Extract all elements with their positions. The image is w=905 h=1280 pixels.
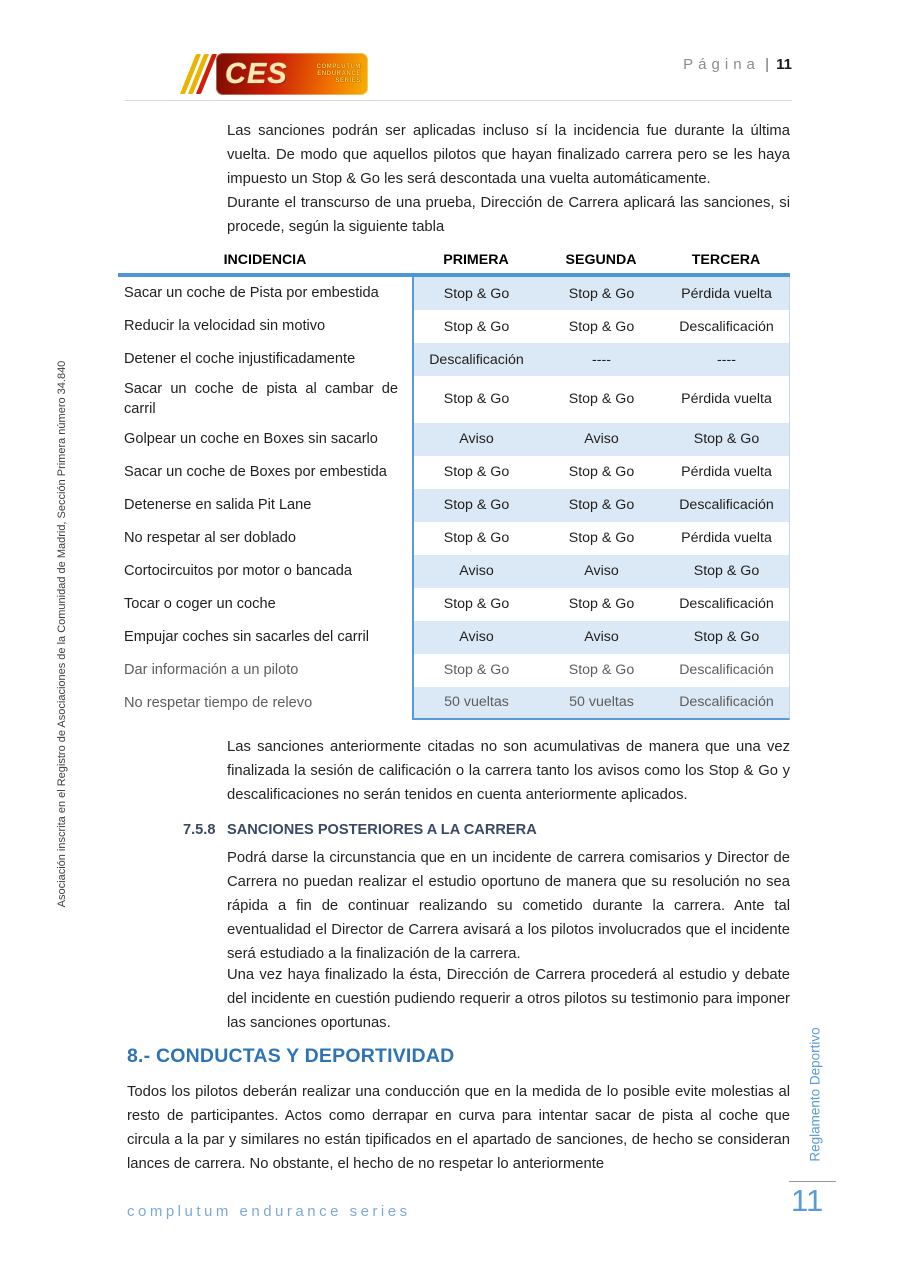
cell-penalty: Pérdida vuelta <box>681 391 772 408</box>
paragraph: Las sanciones podrán ser aplicadas incluso sí la incidencia fue durante la última vuelta. De modo que aquellos pilotos que hayan finalizado carrera pero se les haya impuesto un Stop & Go les será descontada una vuelta automáticamente. <box>227 123 790 187</box>
cell-penalty: Aviso <box>584 431 619 448</box>
cell-incidencia: Sacar un coche de Boxes por embestida <box>124 464 387 481</box>
cell-penalty: Descalificación <box>679 694 774 711</box>
cell-incidencia: No respetar tiempo de relevo <box>124 695 313 712</box>
table-row <box>118 621 790 654</box>
penalty-cells <box>412 343 790 376</box>
section-8-paragraph <box>127 1080 790 1176</box>
cell-penalty: Aviso <box>459 563 494 580</box>
table-row <box>118 654 790 687</box>
section-title: SANCIONES POSTERIORES A LA CARRERA <box>227 822 537 838</box>
logo-subtext-line: SERIES <box>335 77 361 84</box>
cell-penalty: Aviso <box>584 629 619 646</box>
cell-penalty: Stop & Go <box>568 596 635 613</box>
table-row <box>118 376 790 423</box>
footer-page-divider <box>789 1181 836 1182</box>
column-header-primera: PRIMERA <box>412 252 540 277</box>
table-header-row <box>118 252 790 277</box>
penalty-cells <box>412 621 790 654</box>
right-margin-section-text: Reglamento Deportivo <box>807 1027 823 1162</box>
header-page-number <box>560 56 792 73</box>
cell-penalty: Pérdida vuelta <box>681 530 772 547</box>
left-margin-registration-text: Asociación inscrita en el Registro de Asociaciones de la Comunidad de Madrid, Sección Primera número 34.840 <box>56 360 68 908</box>
cell-penalty: Stop & Go <box>443 530 510 547</box>
table-row <box>118 310 790 343</box>
ces-logo <box>188 52 368 96</box>
penalty-cells <box>412 423 790 456</box>
section-number: 7.5.8 <box>183 822 216 838</box>
cell-penalty: Stop & Go <box>443 318 510 335</box>
penalty-cells <box>412 456 790 489</box>
cell-penalty: Stop & Go <box>568 318 635 335</box>
cell-incidencia: Reducir la velocidad sin motivo <box>124 318 326 335</box>
footer-page-number: 11 <box>791 1183 824 1218</box>
cell-penalty: Stop & Go <box>693 563 760 580</box>
cell-incidencia: Golpear un coche en Boxes sin sacarlo <box>124 431 378 448</box>
cell-penalty: Stop & Go <box>443 464 510 481</box>
column-header-tercera: TERCERA <box>662 252 790 277</box>
cell-penalty: Descalificación <box>429 351 524 368</box>
cell-penalty: Stop & Go <box>693 629 760 646</box>
table-body <box>118 277 790 720</box>
logo-subtext-line: COMPLUTUM <box>316 63 361 70</box>
cell-penalty: Pérdida vuelta <box>681 464 772 481</box>
cell-penalty: Aviso <box>459 629 494 646</box>
table-row <box>118 489 790 522</box>
table-row <box>118 277 790 310</box>
table-row <box>118 687 790 720</box>
paragraph: Todos los pilotos deberán realizar una conducción que en la medida de lo posible evite molestias al resto de participantes. Actos como derrapar en curva para intentar sacar de pista al coche que circula a la par y similares no están tipificados en el apartado de sanciones, de hecho se consideran lances de carrera. No obstante, el hecho de no respetar lo anteriormente <box>127 1084 790 1172</box>
section-758-paragraph-2 <box>227 963 790 1035</box>
table-row <box>118 555 790 588</box>
paragraph: Las sanciones anteriormente citadas no son acumulativas de manera que una vez finalizada la sesión de calificación o la carrera tanto los avisos como los Stop & Go y descalificaciones no serán tenidos en cuenta anteriormente aplicados. <box>227 739 790 803</box>
penalty-cells <box>412 310 790 343</box>
cell-penalty: Stop & Go <box>568 662 635 679</box>
cell-penalty: Stop & Go <box>443 596 510 613</box>
table-row <box>118 423 790 456</box>
penalty-cells <box>412 588 790 621</box>
paragraph: Podrá darse la circunstancia que en un incidente de carrera comisarios y Director de Carrera no puedan realizar el estudio oportuno de manera que su resolución no sea rápida a fin de continuar realizando su cometido durante la carrera. Ante tal eventualidad el Director de Carrera avisará a los pilotos involucrados que el incidente será estudiado a la finalización de la carrera. <box>227 850 790 962</box>
cell-penalty: Stop & Go <box>568 530 635 547</box>
page-separator: | <box>765 56 769 73</box>
table-row <box>118 522 790 555</box>
section-758-paragraph-1 <box>227 846 790 966</box>
intro-paragraphs <box>227 119 790 239</box>
cell-incidencia: Sacar un coche de Pista por embestida <box>124 285 379 302</box>
accumulation-paragraph <box>227 735 790 807</box>
penalty-cells <box>412 376 790 423</box>
cell-penalty: ---- <box>592 351 611 368</box>
cell-incidencia: Dar información a un piloto <box>124 662 299 679</box>
penalty-cells <box>412 489 790 522</box>
page-word: Página <box>683 56 760 73</box>
cell-penalty: Aviso <box>459 431 494 448</box>
cell-penalty: Pérdida vuelta <box>681 285 772 302</box>
column-header-incidencia: INCIDENCIA <box>118 252 412 277</box>
footer-brand-text: complutum endurance series <box>127 1203 411 1220</box>
logo-stripes-icon <box>188 54 212 94</box>
table-row <box>118 588 790 621</box>
cell-penalty: Descalificación <box>679 497 774 514</box>
cell-incidencia: Empujar coches sin sacarles del carril <box>124 629 369 646</box>
cell-penalty: Descalificación <box>679 596 774 613</box>
cell-penalty: Stop & Go <box>568 464 635 481</box>
table-row <box>118 456 790 489</box>
sanctions-table <box>118 252 790 720</box>
paragraph: Una vez haya finalizado la ésta, Dirección de Carrera procederá al estudio y debate del incidente en cuestión pudiendo requerir a otros pilotos su testimonio para imponer las sanciones oportunas. <box>227 967 790 1031</box>
section-758-heading <box>183 822 790 838</box>
cell-incidencia: Cortocircuitos por motor o bancada <box>124 563 352 580</box>
logo-badge <box>216 53 368 95</box>
cell-penalty: 50 vueltas <box>444 694 509 711</box>
cell-penalty: Stop & Go <box>568 285 635 302</box>
page-number-value: 11 <box>776 56 792 73</box>
cell-penalty: Stop & Go <box>568 497 635 514</box>
cell-incidencia: No respetar al ser doblado <box>124 530 296 547</box>
cell-penalty: Stop & Go <box>443 497 510 514</box>
cell-penalty: Stop & Go <box>568 391 635 408</box>
cell-penalty: Descalificación <box>679 318 774 335</box>
penalty-cells <box>412 277 790 310</box>
section-8-heading: 8.- CONDUCTAS Y DEPORTIVIDAD <box>127 1045 455 1067</box>
penalty-cells <box>412 555 790 588</box>
logo-subtext <box>317 64 361 85</box>
cell-penalty: 50 vueltas <box>569 694 634 711</box>
cell-penalty: Stop & Go <box>443 391 510 408</box>
cell-penalty: Stop & Go <box>443 285 510 302</box>
column-header-segunda: SEGUNDA <box>540 252 662 277</box>
header-divider <box>125 100 792 101</box>
penalty-cells <box>412 654 790 687</box>
cell-penalty: Aviso <box>584 563 619 580</box>
cell-incidencia: Sacar un coche de pista al cambar de carril <box>124 381 398 418</box>
paragraph: Durante el transcurso de una prueba, Dirección de Carrera aplicará las sanciones, si procede, según la siguiente tabla <box>227 195 790 235</box>
cell-incidencia: Detenerse en salida Pit Lane <box>124 497 312 514</box>
table-row <box>118 343 790 376</box>
logo-text: CES <box>225 57 288 90</box>
cell-penalty: Stop & Go <box>693 431 760 448</box>
logo-subtext-line: ENDURANCE <box>317 70 361 77</box>
cell-incidencia: Tocar o coger un coche <box>124 596 276 613</box>
cell-penalty: Stop & Go <box>443 662 510 679</box>
penalty-cells <box>412 687 790 720</box>
cell-penalty: ---- <box>717 351 736 368</box>
penalty-cells <box>412 522 790 555</box>
cell-incidencia: Detener el coche injustificadamente <box>124 351 356 368</box>
cell-penalty: Descalificación <box>679 662 774 679</box>
